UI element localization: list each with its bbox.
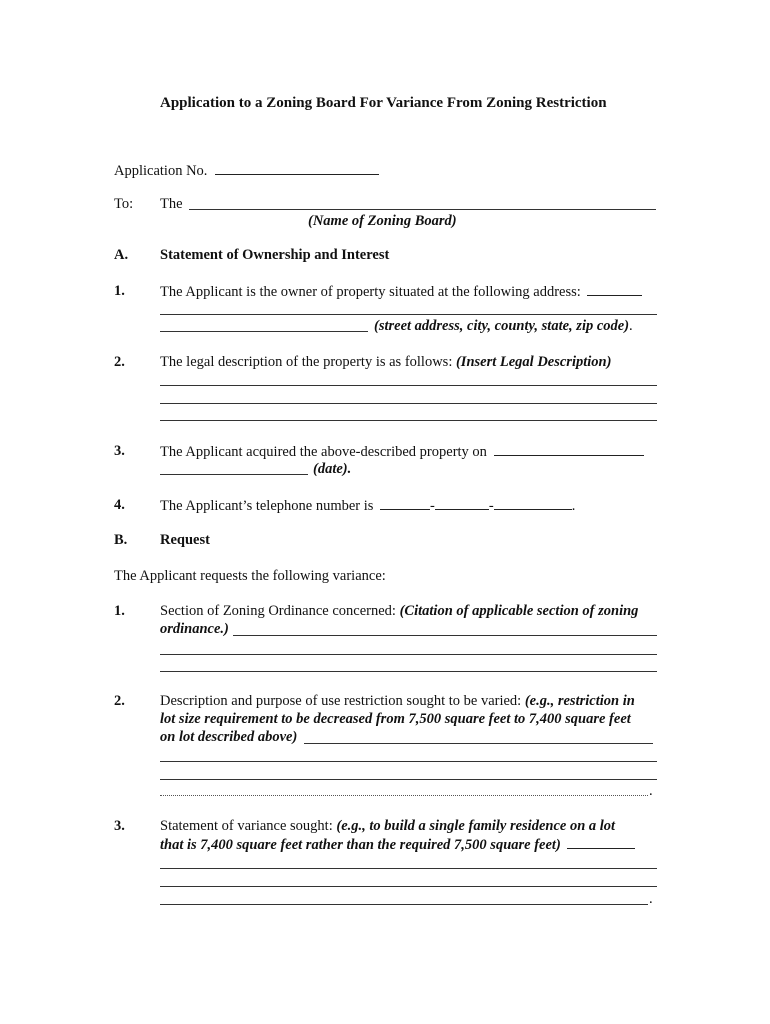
legal-description-line-3[interactable] xyxy=(160,420,657,421)
section-b-intro: The Applicant requests the following variance: xyxy=(114,568,386,584)
item-b3-hint-1: (e.g., to build a single family residence on a lot xyxy=(336,818,616,834)
item-b1-row xyxy=(160,602,638,620)
zoning-board-name-field[interactable] xyxy=(189,209,656,210)
the-label: The xyxy=(160,196,183,212)
item-b3-hint-2: that is 7,400 square feet rather than the required 7,500 square feet) xyxy=(160,837,561,853)
form-title: Application to a Zoning Board For Variance From Zoning Restriction xyxy=(160,95,607,111)
phone-period: . xyxy=(571,498,576,514)
ordinance-citation-line-3[interactable] xyxy=(160,671,657,672)
phone-separator-1: - xyxy=(430,498,435,514)
item-a3-row xyxy=(160,442,644,461)
legal-description-line-1[interactable] xyxy=(160,385,657,386)
item-b2-period: . xyxy=(649,783,653,799)
to-label: To: xyxy=(114,196,134,212)
item-b2-hint-2: lot size requirement to be decreased from 7,500 square feet to 7,400 square feet xyxy=(160,711,631,727)
item-a4-text: The Applicant’s telephone number is xyxy=(160,498,374,514)
item-b3-row xyxy=(160,817,615,835)
restriction-description-line-1[interactable] xyxy=(304,743,653,744)
legal-description-line-2[interactable] xyxy=(160,403,657,404)
address-field-start[interactable] xyxy=(587,282,642,296)
item-a1-number: 1. xyxy=(114,283,125,299)
item-a1-text: The Applicant is the owner of property situated at the following address: xyxy=(160,284,581,300)
item-b2-hint-3: on lot described above) xyxy=(160,729,298,745)
ordinance-citation-line-2[interactable] xyxy=(160,654,657,655)
application-no-field[interactable] xyxy=(215,161,379,175)
phone-prefix-field[interactable] xyxy=(435,496,489,510)
section-a-letter: A. xyxy=(114,247,129,263)
item-b3-number: 3. xyxy=(114,818,125,834)
date-hint: (date). xyxy=(313,461,352,477)
acquired-date-field-end[interactable] xyxy=(160,474,308,475)
item-a1-row xyxy=(160,282,642,301)
application-no-label: Application No. xyxy=(114,163,208,179)
item-b1-hint-2: ordinance.) xyxy=(160,621,229,637)
item-a3-text: The Applicant acquired the above-described property on xyxy=(160,444,487,460)
variance-statement-line-2[interactable] xyxy=(160,868,657,869)
item-b3-text: Statement of variance sought: xyxy=(160,818,333,834)
address-hint-period: . xyxy=(629,318,633,334)
phone-separator-2: - xyxy=(488,498,494,514)
item-a2-text: The legal description of the property is as follows: xyxy=(160,354,453,370)
section-b-heading: Request xyxy=(160,532,210,548)
item-a4-number: 4. xyxy=(114,497,125,513)
item-b3-row-2 xyxy=(160,835,635,854)
address-hint: (street address, city, county, state, zip code) xyxy=(374,318,630,334)
application-no-row xyxy=(114,161,379,180)
restriction-description-line-3[interactable] xyxy=(160,779,657,780)
address-hint-row xyxy=(374,317,633,335)
variance-statement-line-4[interactable] xyxy=(160,904,648,905)
restriction-description-line-2[interactable] xyxy=(160,761,657,762)
restriction-description-line-4[interactable] xyxy=(160,795,648,796)
item-b1-number: 1. xyxy=(114,603,125,619)
phone-line-field[interactable] xyxy=(494,496,572,510)
item-b2-number: 2. xyxy=(114,693,125,709)
item-b1-text: Section of Zoning Ordinance concerned: xyxy=(160,603,396,619)
item-b2-row xyxy=(160,692,635,710)
section-b-letter: B. xyxy=(114,532,128,548)
item-a4-row xyxy=(160,496,575,515)
address-field-end[interactable] xyxy=(160,331,368,332)
address-field-line[interactable] xyxy=(160,314,657,315)
item-a2-row xyxy=(160,353,611,371)
section-a-heading: Statement of Ownership and Interest xyxy=(160,247,390,263)
variance-statement-field-start[interactable] xyxy=(567,835,635,849)
legal-description-hint: (Insert Legal Description) xyxy=(455,354,612,370)
item-a3-number: 3. xyxy=(114,443,125,459)
ordinance-citation-line-1[interactable] xyxy=(233,635,657,636)
item-a2-number: 2. xyxy=(114,354,125,370)
phone-area-code-field[interactable] xyxy=(380,496,430,510)
board-name-caption: (Name of Zoning Board) xyxy=(308,213,457,229)
variance-statement-line-3[interactable] xyxy=(160,886,657,887)
item-b2-hint-1: (e.g., restriction in xyxy=(524,693,635,709)
item-b1-hint-1: (Citation of applicable section of zoning xyxy=(399,603,639,619)
item-b3-period: . xyxy=(649,891,653,907)
acquired-date-field-start[interactable] xyxy=(494,442,644,456)
item-b2-text: Description and purpose of use restriction sought to be varied: xyxy=(160,693,522,709)
